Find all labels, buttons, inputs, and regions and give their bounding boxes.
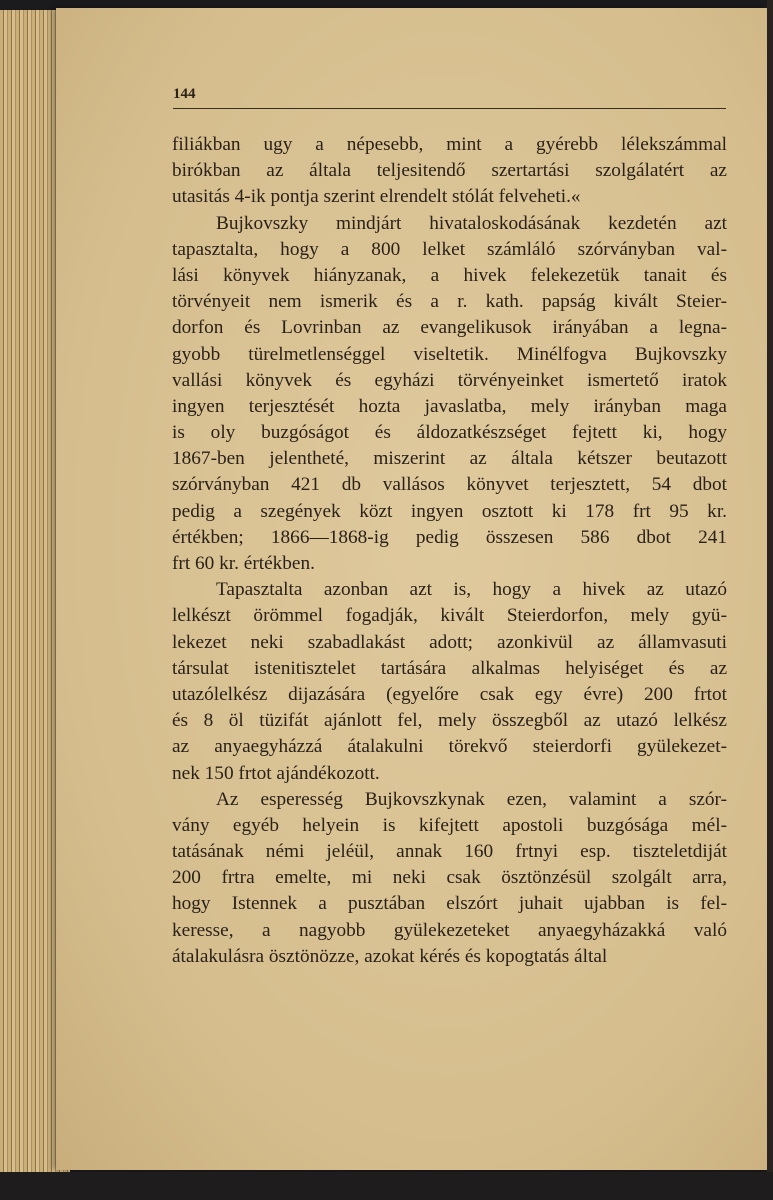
text-line: vallási könyvek és egyházi törvényeinket ismertető iratok bbox=[172, 369, 727, 391]
text-line: törvényeit nem ismerik és a r. kath. papság kivált Steier- bbox=[172, 291, 727, 313]
text-line: szórványban 421 db vallásos könyvet terjesztett, 54 dbot bbox=[172, 474, 727, 496]
paragraph bbox=[172, 132, 727, 211]
text-line: utazólelkész dijazására (egyelőre csak egy évre) 200 frtot bbox=[172, 683, 727, 705]
text-line: Bujkovszky mindjárt hivataloskodásának kezdetén azt bbox=[216, 212, 727, 234]
text-line: nek 150 frtot ajándékozott. bbox=[172, 762, 380, 784]
page-body-text bbox=[172, 132, 727, 970]
text-line: utasitás 4-ik pontja szerint elrendelt stólát felveheti.« bbox=[172, 186, 581, 208]
text-line: Tapasztalta azonban azt is, hogy a hivek az utazó bbox=[216, 579, 727, 601]
text-line: lelkészt örömmel fogadják, kivált Steierdorfon, mely gyü- bbox=[172, 605, 727, 627]
text-line: frt 60 kr. értékben. bbox=[172, 553, 315, 574]
text-line: társulat istenitisztelet tartására alkalmas helyiséget és az bbox=[172, 657, 727, 679]
text-line: 1867-ben jelentheté, miszerint az általa kétszer beutazott bbox=[172, 448, 727, 470]
text-line: lási könyvek hiányzanak, a hivek felekezetük tanait és bbox=[172, 264, 727, 286]
text-line: tatásának némi jeléül, annak 160 frtnyi esp. tiszteletdiját bbox=[172, 841, 727, 863]
text-line: keresse, a nagyobb gyülekezeteket anyaegyházakká való bbox=[172, 919, 727, 941]
text-line: ingyen terjesztését hozta javaslatba, mely irányban maga bbox=[172, 395, 727, 417]
header-rule bbox=[173, 108, 726, 109]
text-line: is oly buzgóságot és áldozatkészséget fejtett ki, hogy bbox=[172, 422, 727, 444]
paragraph bbox=[172, 211, 727, 578]
paragraph bbox=[172, 787, 727, 970]
text-line: lekezet neki szabadlakást adott; azonkivül az államvasuti bbox=[172, 631, 727, 653]
text-line: vány egyéb helyein is kifejtett apostoli buzgósága mél- bbox=[172, 814, 727, 836]
text-line: gyobb türelmetlenséggel viseltetik. Minélfogva Bujkovszky bbox=[172, 343, 727, 365]
text-line: értékben; 1866—1868-ig pedig összesen 586 dbot 241 bbox=[172, 526, 727, 548]
text-line: Az esperesség Bujkovszkynak ezen, valamint a szór- bbox=[216, 788, 727, 810]
text-line: dorfon és Lovrinban az evangelikusok irányában a legna- bbox=[172, 317, 727, 339]
text-line: átalakulásra ösztönözze, azokat kérés és kopogtatás által bbox=[172, 945, 608, 967]
text-line: pedig a szegények közt ingyen osztott ki 178 frt 95 kr. bbox=[172, 500, 727, 522]
text-line: 200 frtra emelte, mi neki csak ösztönzésül szolgált arra, bbox=[172, 867, 727, 889]
scan-border-right bbox=[767, 0, 773, 1200]
text-line: és 8 öl tüzifát ajánlott fel, mely összegből az utazó lelkész bbox=[172, 710, 727, 732]
scan-border-bottom bbox=[0, 1172, 773, 1200]
page-number: 144 bbox=[173, 86, 196, 102]
text-line: hogy Istennek a pusztában elszórt juhait ujabban is fel- bbox=[172, 893, 727, 915]
text-line: filiákban ugy a népesebb, mint a gyérebb lélekszámmal bbox=[172, 134, 727, 155]
text-line: tapasztalta, hogy a 800 lelket számláló szórványban val- bbox=[172, 238, 727, 260]
paragraph bbox=[172, 577, 727, 787]
text-line: az anyaegyházzá átalakulni törekvő steierdorfi gyülekezet- bbox=[172, 736, 727, 758]
text-line: birókban az általa teljesitendő szertartási szolgálatért az bbox=[172, 160, 727, 182]
